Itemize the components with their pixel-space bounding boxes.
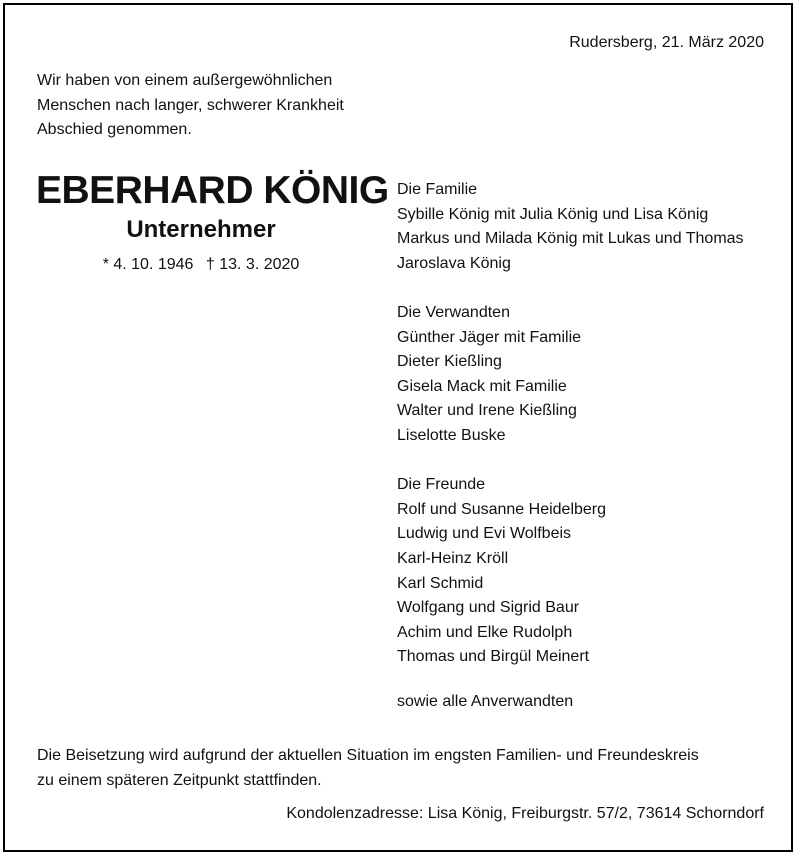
life-dates xyxy=(36,256,366,274)
mourner-line: Liselotte Buske xyxy=(397,426,506,444)
mourner-line: Karl-Heinz Kröll xyxy=(397,549,509,567)
mourner-group-relatives xyxy=(397,301,744,449)
group-heading: Die Familie xyxy=(397,181,478,198)
birth-date: * 4. 10. 1946 xyxy=(102,256,194,273)
deceased-profession: Unternehmer xyxy=(126,216,276,243)
funeral-line: zu einem späteren Zeitpunkt stattfinden. xyxy=(37,771,322,789)
intro-line: Wir haben von einem außergewöhnlichen xyxy=(37,72,333,89)
deceased-name: EBERHARD KÖNIG xyxy=(36,169,389,212)
mourner-line: Günther Jäger mit Familie xyxy=(397,328,582,346)
closing-line: sowie alle Anverwandten xyxy=(397,693,574,710)
intro-text xyxy=(37,69,344,143)
mourner-group-friends xyxy=(397,473,744,670)
group-heading: Die Freunde xyxy=(397,476,486,494)
intro-line: Abschied genommen. xyxy=(37,121,192,139)
place-date: Rudersberg, 21. März 2020 xyxy=(569,34,764,51)
funeral-notice xyxy=(37,744,699,793)
mourner-line: Thomas und Birgül Meinert xyxy=(397,648,590,666)
group-heading: Die Verwandten xyxy=(397,303,510,321)
mourner-line: Walter und Irene Kießling xyxy=(397,402,577,420)
mourner-line: Markus und Milada König mit Lukas und Thomas xyxy=(397,230,744,248)
condolence-address: Kondolenzadresse: Lisa König, Freiburgstr. 57/2, 73614 Schorndorf xyxy=(286,805,764,822)
mourner-line: Dieter Kießling xyxy=(397,353,502,371)
mourner-line: Ludwig und Evi Wolfbeis xyxy=(397,525,572,543)
mourner-line: Wolfgang und Sigrid Baur xyxy=(397,599,580,617)
funeral-line: Die Beisetzung wird aufgrund der aktuellen Situation im engsten Familien- und Freundeskreis xyxy=(37,747,699,764)
death-date: † 13. 3. 2020 xyxy=(205,256,300,273)
mourner-line: Achim und Elke Rudolph xyxy=(397,623,573,641)
intro-line: Menschen nach langer, schwerer Krankheit xyxy=(37,96,344,114)
mourner-line: Rolf und Susanne Heidelberg xyxy=(397,500,607,518)
mourners-list xyxy=(397,178,744,694)
mourner-group-family xyxy=(397,178,744,276)
mourner-line: Gisela Mack mit Familie xyxy=(397,377,567,395)
mourner-line: Karl Schmid xyxy=(397,574,484,592)
mourner-line: Jaroslava König xyxy=(397,254,511,272)
mourner-line: Sybille König mit Julia König und Lisa König xyxy=(397,205,709,223)
